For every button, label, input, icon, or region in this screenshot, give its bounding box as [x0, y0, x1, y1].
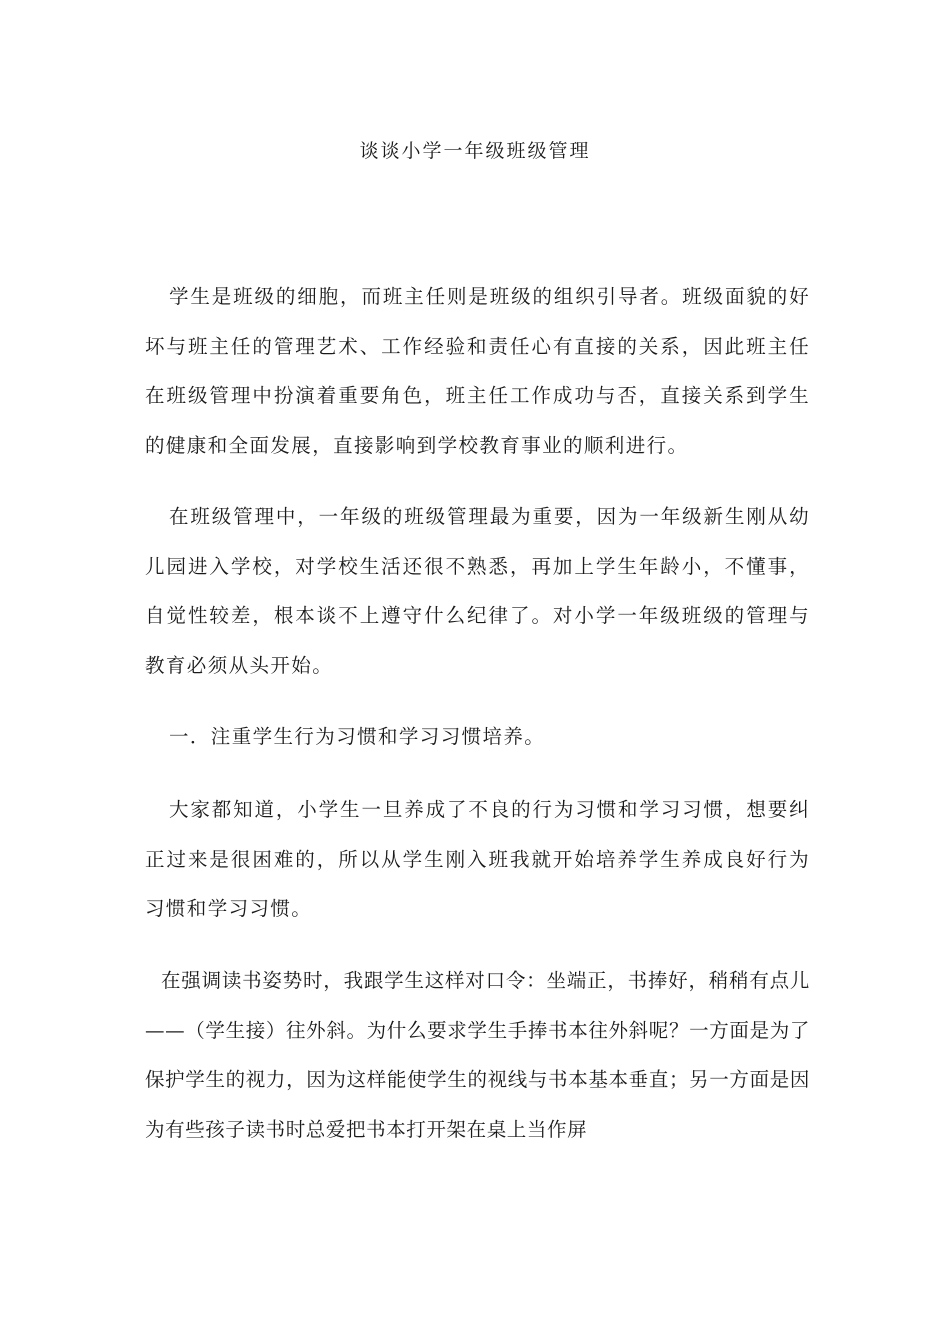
paragraph-intro: 学生是班级的细胞，而班主任则是班级的组织引导者。班级面貌的好坏与班主任的管理艺术、工作经验和责任心有直接的关系，因此班主任在班级管理中扮演着重要角色，班主任工作成功与否，直接关系到学生的健康和全面发展，直接影响到学校教育事业的顺利进行。: [145, 285, 810, 457]
paragraph-first-grade-importance: 在班级管理中，一年级的班级管理最为重要，因为一年级新生刚从幼儿园进入学校，对学校生活还很不熟悉，再加上学生年龄小，不懂事，自觉性较差，根本谈不上遵守什么纪律了。对小学一年级班级的管理与教育必须从头开始。: [145, 505, 810, 677]
document-title: 谈谈小学一年级班级管理: [359, 140, 591, 162]
paragraph-reading-posture: 在强调读书姿势时，我跟学生这样对口令：坐端正，书捧好，稍稍有点儿——（学生接）往外斜。为什么要求学生手捧书本往外斜呢？一方面是为了保护学生的视力，因为这样能使学生的视线与书本基本垂直；另一方面是因为有些孩子读书时总爱把书本打开架在桌上当作屏: [145, 969, 810, 1141]
paragraph-habits: 大家都知道，小学生一旦养成了不良的行为习惯和学习习惯，想要纠正过来是很困难的，所以从学生刚入班我就开始培养学生养成良好行为习惯和学习习惯。: [145, 798, 810, 920]
section-heading-habits: 一．注重学生行为习惯和学习习惯培养。: [169, 725, 546, 748]
